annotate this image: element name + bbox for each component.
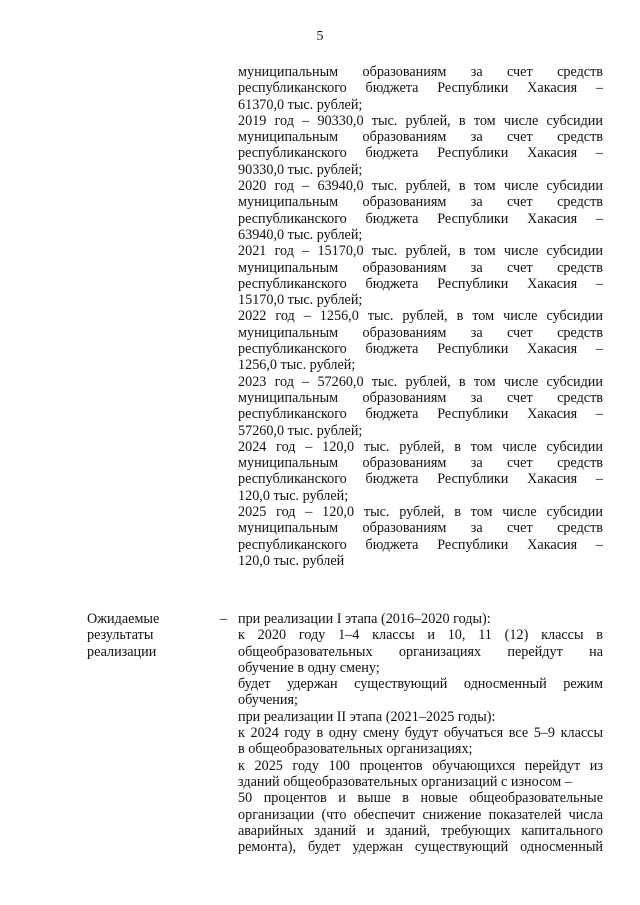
text-line: 1256,0 тыс. рублей; [238, 357, 356, 374]
text-line: 2023 год – 57260,0 тыс. рублей, в том числе субсидии [238, 373, 603, 390]
text-line: обучения; [238, 692, 298, 709]
text-line: 2022 год – 1256,0 тыс. рублей, в том числе субсидии [238, 308, 603, 325]
text-line: 2021 год – 15170,0 тыс. рублей, в том числе субсидии [238, 243, 603, 260]
text-line: 50 процентов и выше в новые общеобразовательные [238, 790, 603, 807]
text-line: ремонта), будет удержан существующий односменный [238, 839, 603, 856]
text-line: 120,0 тыс. рублей; [238, 487, 349, 504]
text-line: будет удержан существующий односменный режим [238, 676, 603, 693]
text-line: 2024 год – 120,0 тыс. рублей, в том числе субсидии [238, 438, 603, 455]
text-line: республиканского бюджета Республики Хакасия – [238, 80, 603, 97]
text-line: при реализации II этапа (2021–2025 годы): [238, 708, 496, 725]
text-line: республиканского бюджета Республики Хакасия – [238, 275, 603, 292]
expected-results-label [87, 611, 159, 660]
text-line: муниципальным образованиям за счет средств [238, 389, 603, 406]
text-line: муниципальным образованиям за счет средств [238, 259, 603, 276]
text-line: муниципальным образованиям за счет средств [238, 194, 603, 211]
text-line: республиканского бюджета Республики Хакасия – [238, 471, 603, 488]
text-line: муниципальным образованиям за счет средств [238, 64, 603, 80]
text-line: муниципальным образованиям за счет средств [238, 324, 603, 341]
text-line: муниципальным образованиям за счет средств [238, 129, 603, 146]
text-line: 2019 год – 90330,0 тыс. рублей, в том числе субсидии [238, 112, 603, 129]
expected-results-text-block [238, 611, 603, 855]
text-line: в общеобразовательных организациях; [238, 741, 473, 758]
text-line: республиканского бюджета Республики Хакасия – [238, 210, 603, 227]
text-line: 61370,0 тыс. рублей; [238, 96, 363, 113]
text-line: общеобразовательных организациях перейдут на [238, 643, 603, 660]
text-line: республиканского бюджета Республики Хакасия – [238, 341, 603, 358]
page-number: 5 [316, 29, 324, 44]
label-line: результаты [87, 627, 154, 644]
text-line: 120,0 тыс. рублей [238, 552, 345, 569]
text-line: к 2025 году 100 процентов обучающихся перейдут из [238, 757, 603, 774]
label-line: Ожидаемые [87, 611, 160, 627]
text-line: 63940,0 тыс. рублей; [238, 226, 363, 243]
text-line: муниципальным образованиям за счет средств [238, 520, 603, 537]
text-line: 90330,0 тыс. рублей; [238, 161, 363, 178]
text-line: 2025 год – 120,0 тыс. рублей, в том числе субсидии [238, 504, 603, 521]
text-line: при реализации I этапа (2016–2020 годы): [238, 611, 491, 627]
text-line: организации (что обеспечит снижение показателей числа [238, 806, 603, 823]
text-line: республиканского бюджета Республики Хакасия – [238, 536, 603, 553]
financing-text-block [238, 64, 603, 569]
text-line: обучение в одну смену; [238, 659, 380, 676]
text-line: 15170,0 тыс. рублей; [238, 292, 363, 309]
label-line: реализации [87, 643, 157, 660]
text-line: муниципальным образованиям за счет средств [238, 455, 603, 472]
text-line: аварийных зданий и зданий, требующих капитального [238, 822, 603, 839]
text-line: республиканского бюджета Республики Хакасия – [238, 406, 603, 423]
text-line: зданий общеобразовательных организаций с износом – [238, 773, 572, 790]
text-line: республиканского бюджета Республики Хакасия – [238, 145, 603, 162]
text-line: 57260,0 тыс. рублей; [238, 422, 363, 439]
text-line: к 2020 году 1–4 классы и 10, 11 (12) классы в [238, 627, 603, 644]
text-line: к 2024 году в одну смену будут обучаться все 5–9 классы [238, 725, 603, 742]
label-dash: – [220, 611, 228, 627]
text-line: 2020 год – 63940,0 тыс. рублей, в том числе субсидии [238, 178, 603, 195]
